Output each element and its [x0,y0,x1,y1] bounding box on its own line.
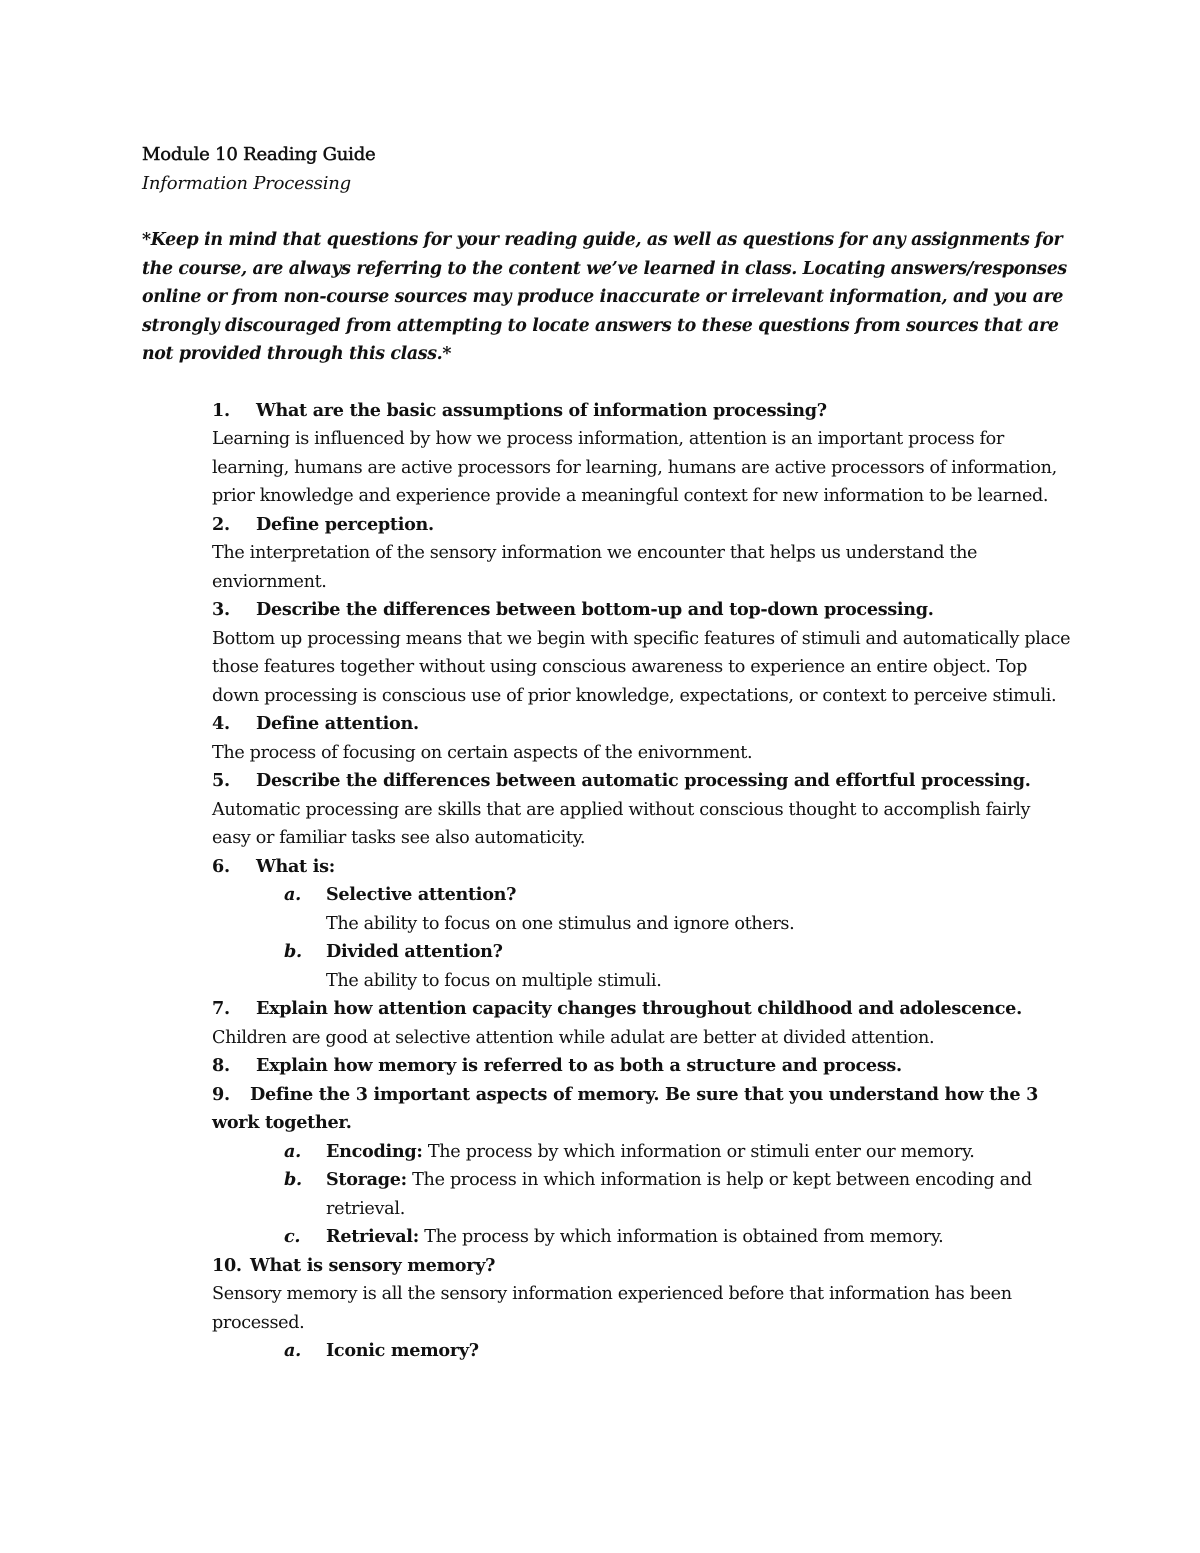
instruction-note: *Keep in mind that questions for your reading guide, as well as questions for any assignments for the course, are always referring to the content we’ve learned in class. Locating answers/responses online or from non-course sources may produce inaccurate or irrelevant information, and you are strongly discouraged from attempting to locate answers to these questions from sources that are not provided through this class.* [142,230,1067,364]
answer-6a: The ability to focus on one stimulus and ignore others. [326,913,795,934]
document-title: Module 10 Reading Guide [142,144,376,165]
subquestion-6b [142,938,1072,967]
answer-10: Sensory memory is all the sensory information experienced before that information has been processed. [212,1284,1012,1333]
question-9 [142,1081,1072,1138]
question-text: What are the basic assumptions of information processing? [256,399,827,421]
subquestion-9a [142,1138,1072,1167]
question-number: 5. [212,770,230,791]
subquestion-answer: The process in which information is help or kept between encoding and retrieval. [326,1170,1032,1219]
subquestion-label: Retrieval: [326,1226,419,1247]
answer-4: The process of focusing on certain aspects of the enivornment. [212,742,753,763]
document-subtitle: Information Processing [142,172,351,194]
question-10 [142,1252,1072,1281]
question-5 [142,767,1072,796]
subquestion-label: Divided attention? [326,941,503,962]
subquestion-letter: b. [284,1169,302,1190]
subquestion-letter: a. [284,884,301,905]
question-text: Explain how memory is referred to as both a structure and process. [256,1055,902,1076]
question-8 [142,1052,1072,1081]
question-text: What is sensory memory? [250,1254,496,1276]
subquestion-label: Iconic memory? [326,1340,479,1361]
question-text: Define perception. [256,513,434,535]
document-page [142,141,1072,1366]
question-text: Describe the differences between automatic processing and effortful processing. [256,770,1031,791]
answer-5: Automatic processing are skills that are applied without conscious thought to accomplish fairly easy or familiar tasks see also automaticity. [212,799,1031,848]
question-text: Describe the differences between bottom-up and top-down processing. [256,599,934,620]
question-list [142,397,1072,1366]
subquestion-label: Selective attention? [326,884,517,905]
subquestion-9c [142,1223,1072,1252]
subquestion-9b [142,1166,1072,1223]
subquestion-answer: The process by which information is obtained from memory. [424,1227,944,1247]
subquestion-letter: a. [284,1340,301,1361]
question-number: 1. [212,399,230,421]
question-1 [142,397,1072,426]
question-number: 2. [212,513,230,535]
answer-3: Bottom up processing means that we begin with specific features of stimuli and automatically place those features together without using conscious awareness to experience an entire object. Top down processing is conscious use of prior knowledge, expectations, or context to perceive stimuli. [212,628,1071,706]
question-number: 3. [212,599,230,620]
question-number: 8. [212,1055,230,1076]
question-2 [142,511,1072,540]
question-number: 7. [212,998,230,1019]
question-number: 6. [212,855,230,877]
subquestion-letter: a. [284,1140,301,1162]
answer-2: The interpretation of the sensory information we encounter that helps us understand the enviornment. [212,543,978,592]
answer-6b: The ability to focus on multiple stimuli. [326,970,662,991]
question-4 [142,710,1072,739]
question-number: 4. [212,713,230,734]
question-6 [142,853,1072,882]
answer-7: Children are good at selective attention while adulat are better at divided attention. [212,1027,935,1048]
subquestion-label: Encoding: [326,1140,423,1162]
question-text: Define the 3 important aspects of memory. Be sure that you understand how the 3 work together. [212,1083,1039,1133]
subquestion-answer: The process by which information or stimuli enter our memory. [427,1141,975,1162]
question-text: Define attention. [256,713,419,734]
question-3 [142,596,1072,625]
question-text: Explain how attention capacity changes throughout childhood and adolescence. [256,998,1022,1019]
question-7 [142,995,1072,1024]
subquestion-label: Storage: [326,1169,407,1190]
question-text: What is: [256,855,335,877]
question-number: 10. [212,1254,242,1276]
subquestion-letter: b. [284,941,302,962]
subquestion-6a [142,881,1072,910]
subquestion-10a [142,1337,1072,1366]
subquestion-letter: c. [284,1226,301,1247]
answer-1: Learning is influenced by how we process information, attention is an important process for learning, humans are active processors for learning, humans are active processors of information, prior knowledge and experience provide a meaningful context for new information to be learned. [212,429,1057,506]
question-number: 9. [212,1083,230,1105]
